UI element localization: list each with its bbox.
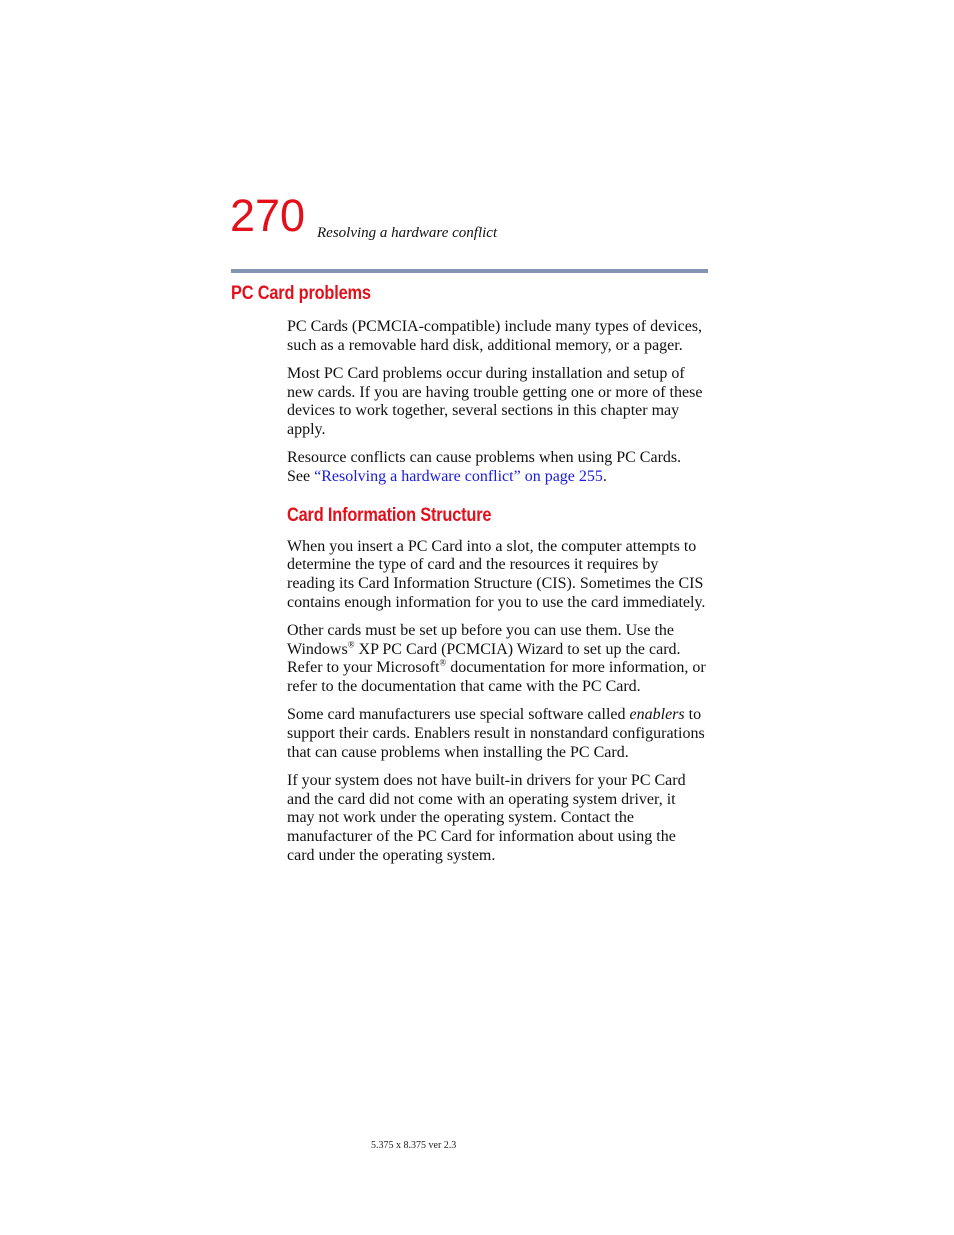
text-run: to support their cards. Enablers result in nonstandard configurations that can cause problems when installing the PC Card. (287, 706, 705, 761)
text-run: . (602, 467, 607, 485)
text-run: Resource conflicts can cause problems when using PC Cards. See (287, 449, 682, 485)
paragraph: When you insert a PC Card into a slot, the computer attempts to determine the type of card and the resources it requires by reading its Card Information Structure (CIS). Sometimes the CIS contains enough information for you to use the card immediately. (287, 537, 706, 611)
text-run: Other cards must be set up before you can use them. Use the Windows (287, 621, 674, 658)
paragraph: If your system does not have built-in drivers for your PC Card and the card did not come with an operating system driver, it may not work under the operating system. Contact the manufacturer of the PC Card for information about using the card under the operating system. (287, 771, 686, 864)
registered-mark: ® (347, 639, 355, 650)
body-text (287, 318, 707, 875)
paragraph: PC Cards (PCMCIA-compatible) include many types of devices, such as a removable hard disk, additional memory, or a pager. (287, 318, 703, 354)
header-rule (231, 269, 708, 273)
paragraph (287, 449, 707, 486)
paragraph: Most PC Card problems occur during installation and setup of new cards. If you are having trouble getting one or more of these devices to work together, several sections in this chapter may apply. (287, 364, 703, 439)
paragraph (287, 622, 707, 697)
registered-mark: ® (439, 658, 447, 669)
emphasis: enablers (629, 706, 685, 724)
section-title-pc-card-problems: PC Card problems (231, 283, 371, 304)
subsection-header (287, 504, 707, 528)
paragraph (287, 706, 707, 762)
text-run: XP PC Card (PCMCIA) Wizard to set up the card. Refer to your Microsoft (287, 640, 681, 677)
text-run: Some card manufacturers use special software called (287, 706, 630, 724)
page-number: 270 (230, 190, 306, 241)
footer-version: 5.375 x 8.375 ver 2.3 (371, 1140, 457, 1151)
running-head: Resolving a hardware conflict (317, 225, 498, 241)
text-run: documentation for more information, or refer to the documentation that came with the PC Card. (287, 659, 706, 696)
subsection-title-card-information-structure: Card Information Structure (287, 504, 492, 526)
cross-reference-link[interactable]: “Resolving a hardware conflict” on page 255 (314, 467, 603, 485)
